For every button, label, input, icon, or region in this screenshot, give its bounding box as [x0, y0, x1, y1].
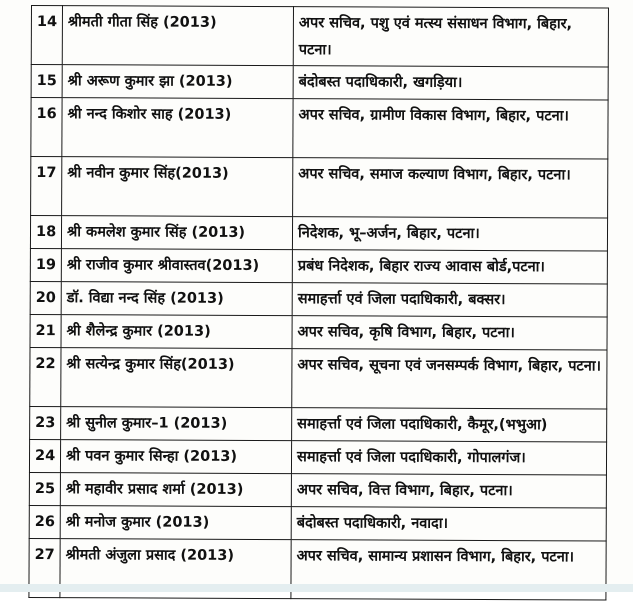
posting-cell: समाहर्त्ता एवं जिला पदाधिकारी, बक्सर। [292, 283, 607, 317]
table-row [30, 314, 607, 350]
posting-cell: अपर सचिव, वित्त विभाग, बिहार, पटना। [291, 474, 606, 508]
posting-cell: अपर सचिव, ग्रामीण विकास विभाग, बिहार, पटना। [293, 99, 608, 159]
serial-number-cell: 21 [30, 314, 61, 347]
officer-posting-table [28, 5, 609, 601]
officer-name-cell: श्री पवन कुमार सिन्हा (2013) [60, 440, 291, 474]
posting-cell: प्रबंध निदेशक, बिहार राज्य आवास बोर्ड,पटना। [292, 250, 607, 284]
posting-cell: समाहर्त्ता एवं जिला पदाधिकारी, गोपालगंज। [291, 441, 606, 475]
serial-number-cell: 23 [30, 406, 61, 439]
table-row [30, 248, 607, 284]
officer-name-cell: श्री अरूण कुमार झा (2013) [62, 65, 293, 99]
posting-cell: अपर सचिव, कृषि विभाग, बिहार, पटना। [292, 316, 607, 350]
table-row [31, 98, 608, 160]
serial-number-cell: 18 [30, 216, 61, 249]
officer-name-cell: श्री महावीर प्रसाद शर्मा (2013) [60, 473, 291, 507]
table-row [31, 6, 608, 68]
posting-cell: अपर सचिव, समाज कल्याण विभाग, बिहार, पटना। [293, 158, 608, 218]
serial-number-cell: 27 [29, 538, 60, 597]
officer-name-cell: श्री सत्येन्द्र कुमार सिंह(2013) [61, 348, 292, 408]
officer-name-cell: श्री नन्द किशोर साह (2013) [62, 98, 293, 158]
table-body [29, 6, 609, 601]
officer-name-cell: श्री कमलेश कुमार सिंह (2013) [61, 216, 292, 250]
posting-cell: अपर सचिव, पशु एवं मत्स्य संसाधन विभाग, बिहार, पटना। [293, 7, 608, 67]
officer-name-cell: श्री नवीन कुमार सिंह(2013) [62, 157, 293, 217]
posting-cell: अपर सचिव, सूचना एवं जनसम्पर्क विभाग, बिहार, पटना। [292, 349, 607, 409]
table-row [30, 347, 607, 409]
serial-number-cell: 22 [30, 347, 61, 406]
officer-name-cell: डॉ. विद्या नन्द सिंह (2013) [61, 282, 292, 316]
posting-cell: निदेशक, भू–अर्जन, बिहार, पटना। [292, 217, 607, 251]
posting-cell: समाहर्त्ता एवं जिला पदाधिकारी, कैमूर,(भभुआ) [292, 408, 607, 442]
serial-number-cell: 24 [29, 439, 60, 472]
table-row [30, 406, 607, 442]
serial-number-cell: 17 [31, 157, 62, 216]
serial-number-cell: 16 [31, 98, 62, 157]
page-bottom-edge [0, 584, 633, 592]
table-row [29, 472, 606, 508]
table-row [31, 157, 608, 219]
table-row [31, 65, 608, 101]
serial-number-cell: 19 [30, 248, 61, 281]
posting-cell: अपर सचिव, सामान्य प्रशासन विभाग, बिहार, पटना। [291, 540, 606, 600]
serial-number-cell: 14 [31, 6, 62, 65]
officer-name-cell: श्रीमती गीता सिंह (2013) [62, 6, 293, 66]
officer-name-cell: श्री राजीव कुमार श्रीवास्तव(2013) [61, 249, 292, 283]
serial-number-cell: 26 [29, 505, 60, 538]
table-row [29, 505, 606, 541]
serial-number-cell: 15 [31, 65, 62, 98]
officer-name-cell: श्री शैलेन्द्र कुमार (2013) [61, 315, 292, 349]
table-row [29, 439, 606, 475]
table-row [30, 216, 607, 252]
officer-name-cell: श्री मनोज कुमार (2013) [60, 506, 291, 540]
serial-number-cell: 20 [30, 281, 61, 314]
posting-cell: बंदोबस्त पदाधिकारी, नवादा। [291, 507, 606, 541]
posting-cell: बंदोबस्त पदाधिकारी, खगड़िया। [293, 66, 608, 100]
table-row [30, 281, 607, 317]
officer-name-cell: श्री सुनील कुमार–1 (2013) [61, 407, 292, 441]
officer-name-cell: श्रीमती अंजुला प्रसाद (2013) [60, 539, 291, 599]
serial-number-cell: 25 [29, 472, 60, 505]
